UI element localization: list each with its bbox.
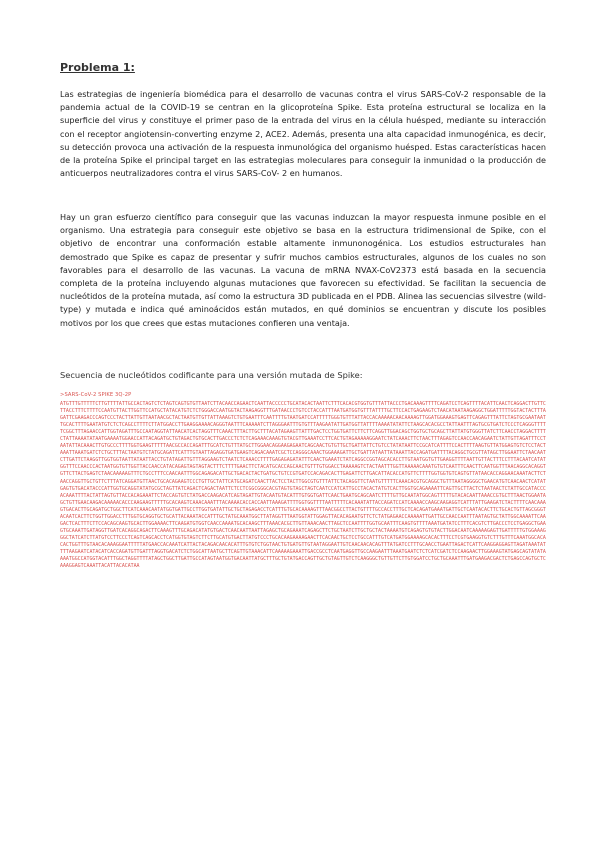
sequence-heading: Secuencia de nucleótidos codificante para una versión mutada de Spike: [60,370,363,380]
intro-paragraph: Las estrategias de ingeniería biomédica para el desarrollo de vacunas contra el virus SARS-CoV-2 responsable de la pandemia actual de la COVID-19 se centran en la glicoproteína Spike. Esta proteína estructural se localiza en la superficie del virus y constituye el primer paso de la entrada del virus en la célula huésped, mediante su interacción con el receptor angiotensin-converting enzyme 2, ACE2. Además, presenta una alta capacidad inmunogénica, es decir, su detección provoca una activación de la respuesta inmunológica del organismo huésped. Estas características hacen de la proteína Spike el principal target en las estrategias moleculares para conseguir la inmunidad o la producción de anticuerpos neutralizadores contra el virus SARS-CoV- 2 en humanos. [60,89,546,179]
task-paragraph: Hay un gran esfuerzo científico para conseguir que las vacunas induzcan la mayor respuesta inmune posible en el organismo. Una estrategia para conseguir este objetivo se basa en la estructura tridimensional de Spike, con el objetivo de encontrar una conformación estable altamente inmunonogénica. Los estudios estructurales han demostrado que Spike es capaz de presentar y sufrir muchos cambios estructurales, algunos de los cuales no son favorables para el desarrollo de las vacunas. La vacuna de mRNA NVAX-CoV2373 está basada en la secuencia completa de la proteína incluyendo algunas mutaciones que favorecen su efectividad. Se facilitan la secuencia de nucleótidos de la proteína mutada, así como la estructura 3D publicada en el PDB. Alinea las secuencias silvestre (wild-type) y mutada e indica qué aminoácidos están mutados, en qué dominios se encuentran y discute los posibles motivos por los que crees que estas mutaciones confieren una ventaja. [60,212,546,328]
sequence-label: >SARS-CoV-2 SPIKE 3Q-2P [60,392,132,398]
nucleotide-sequence: ATGTTTGTTTTTCTTGTTTTATTGCCACTAGTCTCTAGTCAGTGTGTTAATCTTACAACCAGAACTCAATTACCCCCTGCATACACTAATTCTTTCACACGTGGTGTTTATTACCCTGACAAAGTTTTCAGATCCTCAGTTTTACATTCAACTCAGGACTTGTTCTTACCTTTCTTTTCCAATGTTACTTGGTTCCATGCTATACATGTCTCTGGGACCAATGGTACTAAGAGGTTTGATAACCCTGTCCTACCATTTAATGATGGTGTTTATTTTGCTTCCACTGAGAAGTCTAACATAATAAGAGGCTGGATTTTTGGTACTACTTTAGATTCGAAGACCCAGTCCCTACTTATTGTTAATAACGCTACTAATGTTGTTATTAAAGTCTGTGAATTTCAATTTTGTAATGATCCATTTTTGGGTGTTTATTACCACAAAAACAACAAAAGTTGGATGGAAAGTGAGTTCAGAGTTTATTCTAGTGCGAATAATTGCACTTTTGAATATGTCTCTCAGCCTTTTCTTATGGACCTTGAAGGAAAACAGGGTAATTTCAAAAATCTTAGGGAATTTGTGTTTAAGAATATTGATGGTTATTTTAAAATATATTCTAAGCACACGCCTATTAATTTAGTGCGTGATCTCCCTCAGGGTTTTTCGGCTTTAGAACCATTGGTAGATTTGCCAATAGGTATTAACATCACTAGGTTTCAAACTTTACTTGCTTTACATAGAAGTTATTTGACTCCTGGTGATTCTTCTTCAGGTTGGACAGCTGGTGCTGCAGCTTATTATGTGGGTTATCTTCAACCTAGGACTTTTCTATTAAAATATAATGAAAATGGAACCATTACAGATGCTGTAGACTGTGCACTTGACCCTCTCTCAGAAACAAAGTGTACGTTGAAATCCTTCACTGTAGAAAAAGGAATCTATCAAACTTCTAACTTTAGAGTCCAACCAACAGAATCTATTGTTAGATTTCCTAATATTACAAACTTGTGCCCTTTTGGTGAAGTTTTTAACGCCACCAGATTTGCATCTGTTTATGCTTGGAACAGGAAGAGAATCAGCAACTGTGTTGCTGATTATTCTGTCCTATATAATTCCGCATCATTTTCCACTTTTAAGTGTTATGGAGTGTCTCCTACTAAATTAAATGATCTCTGCTTTACTAATGTCTATGCAGATTCATTTGTAATTAGAGGTGATGAAGTCAGACAAATCGCTCCAGGGCAAACTGGAAAGATTGCTGATTATAATTATAAATTACCAGATGATTTTACAGGCTGCGTTATAGCTTGGAATTCTAACAATCTTGATTCTAAGGTTGGTGGTAATTATAATTACCTGTATAGATTGTTTAGGAAGTCTAATCTCAAACCTTTTGAGAGAGATATTTCAACTGAAATCTATCAGGCCGGTAGCACACCTTGTAATGGTGTTGAAGGTTTTAATTGTTACTTTCCTTTACAATCATATGGTTTCCAACCCACTAATGGTGTTGGTTACCAACCATACAGAGTAGTAGTACTTTCTTTTGAACTTCTACATGCACCAGCAACTGTTTGTGGACCTAAAAAGTCTACTAATTTGGTTAAAAACAAATGTGTCAATTTCAACTTCAATGGTTTAACAGGCACAGGTGTTCTTACTGAGTCTAACAAAAAGTTTCTGCCTTTCCAACAATTTGGCAGAGACATTGCTGACACTACTGATGCTGTCCGTGATCCACAGACACTTGAGATTCTTGACATTACACCATGTTCTTTTGGTGGTGTCAGTGTTATAACACCAGGAACAAATACTTCTAACCAGGTTGCTGTTCTTTATCAGGATGTTAACTGCACAGAAGTCCCTGTTGCTATTCATGCAGATCAACTTACTCCTACTTGGCGTGTTTATTCTACAGGTTCTAATGTTTTTCAAACACGTGCAGGCTGTTTAATAGGGGCTGAACATGTCAACAACTCATATGAGTGTGACATACCCATTGGTGCAGGTATATGCGCTAGTTATCAGACTCAGACTAATTCTCCTCGGCGGGCACGTAGTGTAGCTAGTCAATCCATCATTGCCTACACTATGTCACTTGGTGCAGAAAATTCAGTTGCTTACTCTAATAACTCTATTGCCATACCCACAAATTTTACTATTAGTGTTACCACAGAAATTCTACCAGTGTCTATGACCAAGACATCAGTAGATTGTACAATGTACATTTGTGGTGATTCAACTGAATGCAGCAATCTTTTGTTGCAATATGGCAGTTTTTGTACACAATTAAACCGTGCTTTAACTGGAATAGCTGTTGAACAAGACAAAAACACCCAAGAAGTTTTTGCACAAGTCAAACAAATTTACAAAACACCACCAATTAAAGATTTTGGTGGTTTTAATTTTTCACAAATATTACCAGATCCATCAAAACCAAGCAAGAGGTCATTTATTGAAGATCTACTTTTCAACAAAGTGACACTTGCAGATGCTGGCTTCATCAAACAATATGGTGATTGCCTTGGTGATATTGCTGCTAGAGACCTCATTTGTGCACAAAAGTTTAACGGCCTTACTGTTTTGCCACCTTTGCTCACAGATGAAATGATTGCTCAATACACTTCTGCACTGTTAGCGGGTACAATCACTTCTGGTTGGACCTTTGGTGCAGGTGCTGCATTACAAATACCATTTGCTATGCAAATGGCTTATAGGTTTAATGGTATTGGAGTTACACAGAATGTTCTCTATGAGAACCAAAAATTGATTGCCAACCAATTTAATAGTGCTATTGGCAAAATTCAAGACTCACTTTCTTCCACAGCAAGTGCACTTGGAAAACTTCAAGATGTGGTCAACCAAAATGCACAAGCTTTAAACACGCTTGTTAAACAACTTAGCTCCAATTTTGGTGCAATTTCAAGTGTTTTAAATGATATCCTTTCACGTCTTGACCCTCCTGAGGCTGAAGTGCAAATTGATAGGTTGATCACAGGCAGACTTCAAAGTTTGCAGACATATGTGACTCAACAATTAATTAGAGCTGCAGAAATCAGAGCTTCTGCTAATCTTGCTGCTACTAAAATGTCAGAGTGTGTACTTGGACAATCAAAAAGAGTTGATTTTTGTGGAAAGGGCTATCATCTTATGTCCTTCCCTCAGTCAGCACCTCATGGTGTAGTCTTCTTGCATGTGACTTATGTCCCTGCACAAGAAAAGAACTTCACAACTGCTCCTGCCATTTGTCATGATGGAAAAGCACACTTTCCTCGTGAAGGTGTCTTTGTTTCAAATGGCACACACTGGTTTGTAACACAAAGGAATTTTTATGAACCACAAATCATTACTACAGACAACACATTTGTGTCTGGTAACTGTGATGTTGTAATAGGAATTGTCAACAACACAGTTTATGATCCTTTGCAACCTGAATTAGACTCATTCAAGGAGGAGTTAGATAAATATTTTAAGAATCATACATCACCAGATGTTGATTTAGGTGACATCTCTGGCATTAATGCTTCAGTTGTAAACATTCAAAAAGAAATTGACCGCCTCAATGAGGTTGCCAAGAATTTAAATGAATCTCTCATCGATCTCCAAGAACTTGGAAAGTATGAGCAGTATATAAAATGGCCATGGTACATTTGGCTAGGTTTTATAGCTGGCTTGATTGCCATAGTAATGGTGACAATTATGCTTTGCTGTATGACCAGTTGCTGTAGTTGTCTCAAGGGCTGTTGTTCTTGTGGATCCTGCTGCAAATTTGATGAAGACGACTCTGAGCCAGTGCTCAAAGGAGTCAAATTACATTACACATAA [60,401,546,570]
problem-title: Problema 1: [60,61,135,74]
